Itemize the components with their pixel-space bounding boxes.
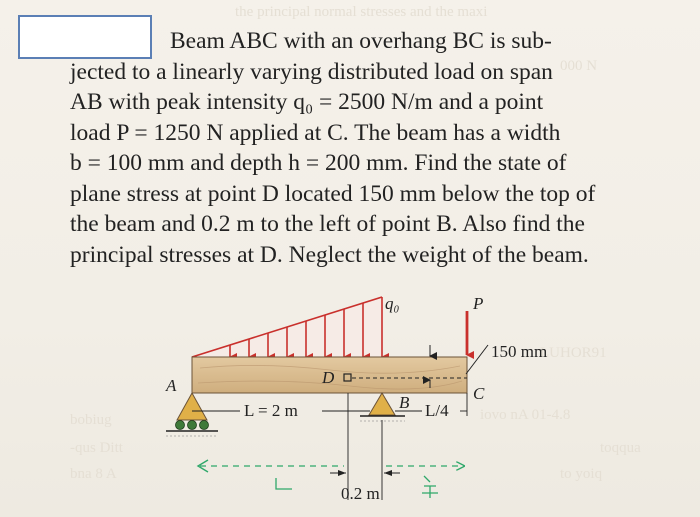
bleed-through-text: to yoiq [560,466,603,482]
q0-label: q₀ [385,294,400,313]
handwritten-annotations [198,460,464,498]
problem-line: load P = 1250 N applied at C. The beam has a width [70,119,561,146]
p-label: P [473,294,484,313]
a-label: A [166,376,177,395]
bleed-through-text: bobiug [70,412,112,428]
problem-line: jected to a linearly varying distributed load on span [70,58,553,85]
bleed-through-text: bna 8 A [70,466,117,482]
problem-line: AB with peak intensity q₀ = 2500 N/m and a point [70,89,544,115]
bleed-through-text: LUHOR91 [540,345,607,361]
problem-line: the beam and 0.2 m to the left of point B. Also find the [70,211,585,237]
d-label: D [322,368,335,387]
distributed-load [192,297,382,357]
bleed-through-text: -qus Ditt [70,440,123,456]
problem-line: principal stresses at D. Neglect the weight of the beam. [70,241,589,268]
depth-dimension-label: 150 mm [491,342,548,361]
bleed-through-text: iovo nA 01-4.8 [480,407,571,423]
bleed-through-text: toqqua [600,440,641,456]
problem-line: Beam ABC with an overhang BC is sub- [170,28,552,54]
problem-line: b = 100 mm and depth h = 200 mm. Find the state of [70,150,567,176]
support-a [166,393,218,436]
bleed-through-text: 000 N [560,58,598,74]
bleed-through-text: the principal normal stresses and the maxi [235,4,488,20]
offset-dimension-label: 0.2 m [341,484,380,503]
problem-line: plane stress at point D located 150 mm below the top of [70,180,596,207]
b-label: B [399,393,410,412]
overhang-length-label: L/4 [425,401,449,420]
span-length-label: L = 2 m [244,401,298,420]
c-label: C [473,384,485,403]
